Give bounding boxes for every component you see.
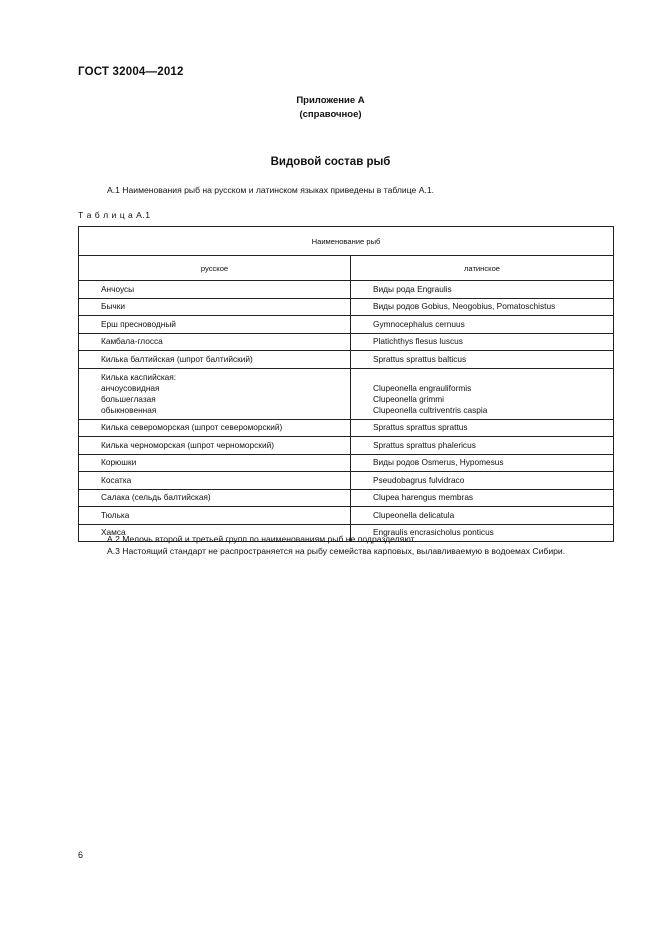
- cell-latin: Виды родов Gobius, Neogobius, Pomatoschistus: [351, 298, 614, 316]
- cell-line: анчоусовидная: [101, 382, 160, 393]
- appendix-title: Приложение А: [296, 95, 365, 106]
- cell-line: Clupeonella engrauliformis: [373, 382, 472, 393]
- column-header-latin: латинское: [351, 256, 614, 281]
- table-row: [79, 298, 614, 316]
- cell-line: [373, 372, 609, 383]
- table-row: [79, 507, 614, 525]
- cell-latin: Sprattus sprattus phalericus: [351, 437, 614, 455]
- cell-latin: Platichthys flesus luscus: [351, 333, 614, 351]
- cell-russian: Анчоусы: [79, 281, 351, 299]
- table-row: [79, 333, 614, 351]
- cell-russian: Килька североморская (шпрот североморский): [79, 419, 351, 437]
- paragraph-a2: А.2 Мелочь второй и третьей групп по наименованиям рыб не подразделяют.: [107, 534, 416, 544]
- table-row: [79, 454, 614, 472]
- cell-latin: [351, 368, 614, 419]
- cell-russian: Килька балтийская (шпрот балтийский): [79, 351, 351, 369]
- cell-latin: Gymnocephalus cernuus: [351, 316, 614, 334]
- cell-russian: [79, 368, 351, 419]
- page-number: 6: [78, 850, 84, 860]
- cell-russian: Камбала-глосса: [79, 333, 351, 351]
- paragraph-a3: А.3 Настоящий стандарт не распространяется на рыбу семейства карповых, вылавливаемую в водоемах Сибири.: [107, 546, 566, 556]
- cell-russian: Килька черноморская (шпрот черноморский): [79, 437, 351, 455]
- cell-line: Clupeonella grimmi: [373, 393, 445, 404]
- appendix-heading: [0, 94, 661, 122]
- cell-russian: Салака (сельдь балтийская): [79, 489, 351, 507]
- table-row: [79, 437, 614, 455]
- table-row: [79, 489, 614, 507]
- standard-code: ГОСТ 32004—2012: [78, 66, 184, 78]
- cell-latin: Sprattus sprattus balticus: [351, 351, 614, 369]
- cell-latin: Clupea harengus membras: [351, 489, 614, 507]
- species-table: [78, 226, 614, 542]
- cell-russian: Тюлька: [79, 507, 351, 525]
- appendix-type: (справочное): [299, 109, 362, 120]
- paragraph-a1: А.1 Наименования рыб на русском и латинском языках приведены в таблице А.1.: [107, 185, 434, 195]
- cell-latin: Sprattus sprattus sprattus: [351, 419, 614, 437]
- cell-latin: Engraulis encrasicholus ponticus: [351, 524, 614, 542]
- cell-latin: Clupeonella delicatula: [351, 507, 614, 525]
- cell-latin: Виды рода Engraulis: [351, 281, 614, 299]
- table-row: [79, 368, 614, 419]
- table-row: [79, 316, 614, 334]
- cell-line: Clupeonella cultriventris caspia: [373, 404, 488, 415]
- cell-line: большеглазая: [101, 393, 156, 404]
- cell-line: обыкновенная: [101, 404, 157, 415]
- table-row: [79, 351, 614, 369]
- cell-line: Килька каспийская:: [101, 371, 177, 382]
- table-header-main: Наименование рыб: [79, 227, 614, 256]
- section-title: Видовой состав рыб: [270, 156, 391, 168]
- table-row: [79, 472, 614, 490]
- table-row: [79, 281, 614, 299]
- cell-latin: Pseudobagrus fulvidraco: [351, 472, 614, 490]
- table-caption: Т а б л и ц а А.1: [78, 210, 151, 220]
- table-row: [79, 419, 614, 437]
- cell-russian: Хамса: [79, 524, 351, 542]
- column-header-russian: русское: [79, 256, 351, 281]
- cell-russian: Ерш пресноводный: [79, 316, 351, 334]
- cell-latin: Виды родов Osmerus, Hypomesus: [351, 454, 614, 472]
- cell-russian: Косатка: [79, 472, 351, 490]
- cell-russian: Корюшки: [79, 454, 351, 472]
- cell-russian: Бычки: [79, 298, 351, 316]
